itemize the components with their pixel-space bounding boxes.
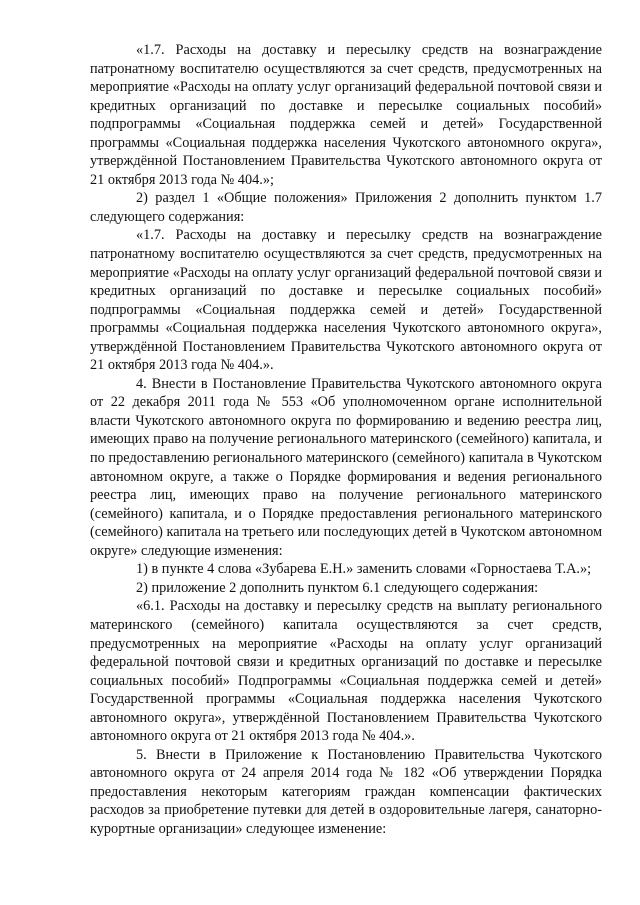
paragraph-section-5: 5. Внести в Приложение к Постановлению Правительства Чукотского автономного округа от 24 апреля 2014 года № 182 «Об утверждении Порядка предоставления некоторым категориям граждан компенсации фактических расходов за приобретение путевки для детей в оздоровительные лагеря, санаторно-курортные организации» следующее изменение: <box>90 746 602 837</box>
paragraph-item-2: 2) раздел 1 «Общие положения» Приложения 2 дополнить пунктом 1.7 следующего содержания: <box>90 190 602 225</box>
paragraph-1-7-quote-repeat: «1.7. Расходы на доставку и пересылку средств на вознаграждение патронатному воспитателю осуществляются за счет средств, предусмотренных на мероприятие «Расходы на оплату услуг организаций федеральной почтовой связи и кредитных организаций по доставке и пересылке социальных пособий» подпрограммы «Социальная поддержка семей и детей» Государственной программы «Социальная поддержка населения Чукотского автономного округа», утверждённой Постановлением Правительства Чукотского автономного округа от 21 октября 2013 года № 404.». <box>90 227 602 374</box>
paragraph-6-1-quote: «6.1. Расходы на доставку и пересылку средств на выплату регионального материнского (семейного) капитала осуществляются за счет средств, предусмотренных на мероприятие «Расходы на оплату услуг организаций федеральной почтовой связи и кредитных организаций по доставке и пересылке социальных пособий» Подпрограммы «Социальная поддержка семей и детей» Государственной программы «Социальная поддержка населения Чукотского автономного округа», утверждённой Постановлением Правительства Чукотского автономного округа от 21 октября 2013 года № 404.». <box>90 598 602 745</box>
paragraph-1-7-quote: «1.7. Расходы на доставку и пересылку средств на вознаграждение патронатному воспитателю осуществляются за счет средств, предусмотренных на мероприятие «Расходы на оплату услуг организаций федеральной почтовой связи и кредитных организаций по доставке и пересылке социальных пособий» подпрограммы «Социальная поддержка семей и детей» Государственной программы «Социальная поддержка населения Чукотского автономного округа», утверждённой Постановлением Правительства Чукотского автономного округа от 21 октября 2013 года № 404.»; <box>90 42 602 188</box>
paragraph-item-2-appendix: 2) приложение 2 дополнить пунктом 6.1 следующего содержания: <box>136 579 539 596</box>
paragraph-section-4: 4. Внести в Постановление Правительства Чукотского автономного округа от 22 декабря 2011 года № 553 «Об уполномоченном органе исполнительной власти Чукотского автономного округа по формированию и ведению реестра лиц, имеющих право на получение регионального материнского (семейного) капитала, и по предоставлению регионального материнского (семейного) капитала в Чукотском автономном округе, а также о Порядке формирования и ведения регионального реестра лиц, имеющих право на получение регионального материнского (семейного) капитала, и о Порядке предоставления регионального материнского (семейного) капитала на третьего или последующих детей в Чукотском автономном округе» следующие изменения: <box>90 375 602 559</box>
paragraph-item-1: 1) в пункте 4 слова «Зубарева Е.Н.» заменить словами «Горностаева Т.А.»; <box>136 561 592 578</box>
document-page <box>90 41 602 839</box>
